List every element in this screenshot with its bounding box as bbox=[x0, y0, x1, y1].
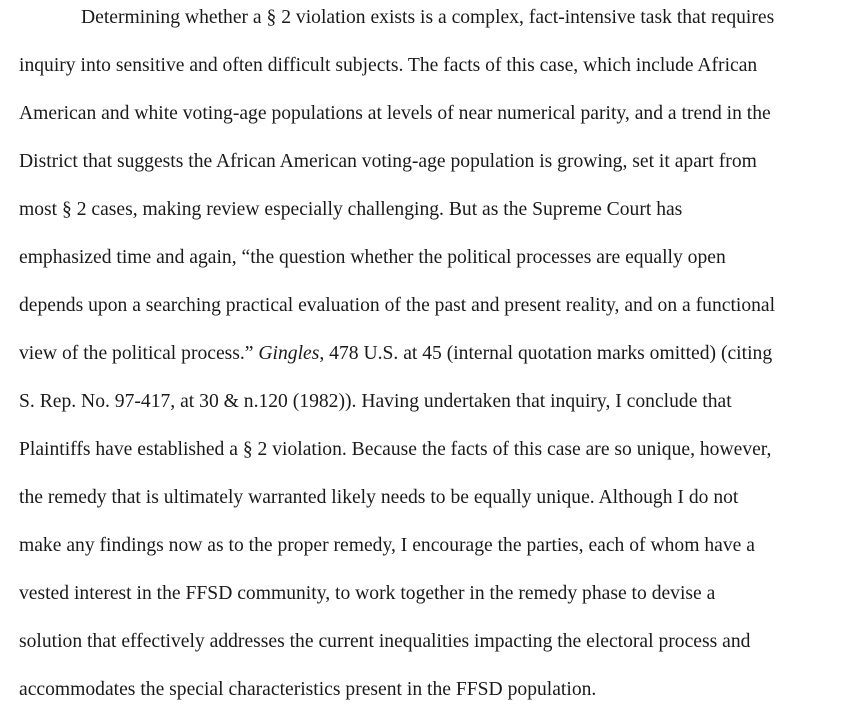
paragraph-line-10: Plaintiffs have established a § 2 violation. Because the facts of this case are so unique, however, bbox=[19, 439, 772, 460]
paragraph-line-15: accommodates the special characteristics present in the FFSD population. bbox=[19, 679, 597, 700]
paragraph-line-5: most § 2 cases, making review especially challenging. But as the Supreme Court has bbox=[19, 199, 683, 220]
paragraph-line-1: Determining whether a § 2 violation exists is a complex, fact-intensive task that requires bbox=[81, 7, 775, 28]
paragraph-line-7: depends upon a searching practical evaluation of the past and present reality, and on a functional bbox=[19, 295, 776, 316]
paragraph-line-9: S. Rep. No. 97-417, at 30 & n.120 (1982)). Having undertaken that inquiry, I conclude that bbox=[19, 391, 732, 412]
paragraph-line-3: American and white voting-age populations at levels of near numerical parity, and a trend in the bbox=[19, 103, 771, 124]
paragraph-line-6: emphasized time and again, “the question whether the political processes are equally open bbox=[19, 247, 726, 268]
paragraph-line-14: solution that effectively addresses the current inequalities impacting the electoral process and bbox=[19, 631, 751, 652]
line-8-text: view of the political process.” bbox=[19, 343, 259, 364]
paragraph-line-4: District that suggests the African American voting-age population is growing, set it apart from bbox=[19, 151, 757, 172]
paragraph-line-8 bbox=[19, 339, 772, 369]
case-name-citation: Gingles bbox=[258, 343, 320, 364]
paragraph-line-2: inquiry into sensitive and often difficult subjects. The facts of this case, which include African bbox=[19, 55, 758, 76]
citation-detail: , 478 U.S. at 45 (internal quotation marks omitted) (citing bbox=[319, 343, 773, 364]
paragraph-line-11: the remedy that is ultimately warranted likely needs to be equally unique. Although I do not bbox=[19, 487, 739, 508]
paragraph-line-12: make any findings now as to the proper remedy, I encourage the parties, each of whom have a bbox=[19, 535, 755, 556]
paragraph-line-13: vested interest in the FFSD community, to work together in the remedy phase to devise a bbox=[19, 583, 716, 604]
